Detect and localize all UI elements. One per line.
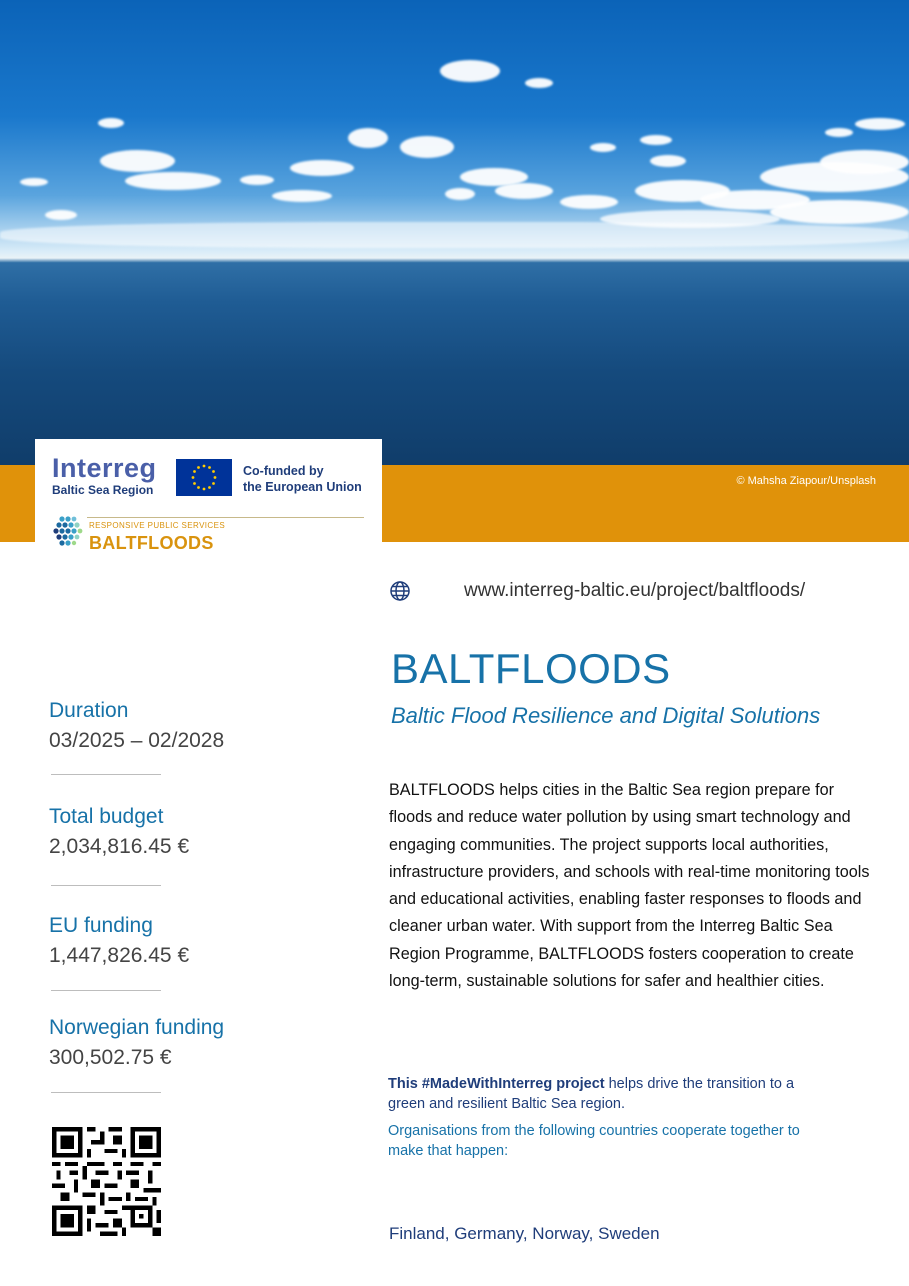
- logo-divider: [87, 517, 364, 518]
- qr-code[interactable]: [52, 1127, 161, 1236]
- partner-countries: Finland, Germany, Norway, Sweden: [389, 1224, 660, 1243]
- fact-total-budget: [49, 803, 189, 863]
- cloud: [770, 200, 909, 224]
- cloud: [400, 136, 454, 158]
- fact-label: Norwegian funding: [49, 1016, 225, 1039]
- cloud: [45, 210, 77, 220]
- photo-credit: © Mahsha Ziapour/Unsplash: [736, 475, 876, 487]
- cofunded-line-2: the European Union: [243, 480, 362, 494]
- fact-label: Total budget: [49, 805, 164, 828]
- fact-divider: [51, 774, 161, 775]
- cloud: [820, 150, 909, 174]
- fact-label: Duration: [49, 699, 129, 722]
- cofunded-line-1: Co-funded by: [243, 464, 324, 478]
- fact-divider: [51, 990, 161, 991]
- cloud: [640, 135, 672, 145]
- project-description: BALTFLOODS helps cities in the Baltic Sea region prepare for floods and reduce water pollution by using smart technology and engaging communities. The project supports local authorities, infrastructure providers, and schools with real-time monitoring tools and educational activities, enabling faster responses to floods and cleaner urban water. With support from the Interreg Baltic Sea Region Programme, BALTFLOODS fosters cooperation to create long-term, sustainable solutions for safer and healthier cities.: [389, 781, 870, 991]
- interreg-logo-region: Baltic Sea Region: [52, 483, 154, 497]
- fact-value: 03/2025 – 02/2028: [49, 729, 225, 752]
- made-with-interreg-bold: This #MadeWithInterreg project: [388, 1076, 605, 1092]
- baltfloods-logo-text: BALTFLOODS: [89, 533, 214, 553]
- cloud: [98, 118, 124, 128]
- cloud: [272, 190, 332, 202]
- eu-flag-icon: [176, 459, 232, 496]
- interreg-logo-wordmark: Interreg: [52, 453, 157, 483]
- made-with-interreg-text: [388, 1074, 828, 1114]
- horizon-haze: [0, 222, 909, 248]
- fact-divider: [51, 885, 161, 886]
- fact-norwegian-funding: [49, 1014, 224, 1074]
- fact-divider: [51, 1092, 161, 1093]
- made-with-interreg-rest: helps drive the transition to a green and resilient Baltic Sea region.: [388, 1076, 795, 1112]
- cloud: [590, 143, 616, 152]
- fact-duration: [49, 697, 224, 757]
- globe-icon: [389, 580, 411, 602]
- cloud: [348, 128, 388, 148]
- organisations-text: Organisations from the following countries cooperate together to make that happen:: [388, 1123, 800, 1159]
- fact-value: 1,447,826.45 €: [49, 944, 190, 967]
- cloud: [650, 155, 686, 167]
- cloud: [445, 188, 475, 200]
- eu-cofunded-text: [243, 463, 362, 495]
- fact-label: EU funding: [49, 914, 153, 937]
- cloud: [825, 128, 853, 137]
- page-subtitle: Baltic Flood Resilience and Digital Solutions: [391, 703, 821, 728]
- cloud: [560, 195, 618, 209]
- cloud: [240, 175, 274, 185]
- cloud: [855, 118, 905, 130]
- hero-photo-sea-sky: [0, 0, 909, 465]
- baltfloods-tagline: RESPONSIVE PUBLIC SERVICES: [89, 521, 226, 530]
- cloud: [20, 178, 48, 186]
- fact-value: 2,034,816.45 €: [49, 835, 190, 858]
- cloud: [100, 150, 175, 172]
- page-title: BALTFLOODS: [391, 645, 671, 692]
- cloud: [495, 183, 553, 199]
- cloud: [125, 172, 221, 190]
- fact-eu-funding: [49, 912, 189, 972]
- baltfloods-dots-icon: [51, 514, 85, 548]
- fact-value: 300,502.75 €: [49, 1046, 172, 1069]
- project-website-link[interactable]: www.interreg-baltic.eu/project/baltfloods/: [464, 580, 806, 601]
- cloud: [440, 60, 500, 82]
- cloud: [525, 78, 553, 88]
- logo-block: [35, 439, 382, 559]
- cloud: [290, 160, 354, 176]
